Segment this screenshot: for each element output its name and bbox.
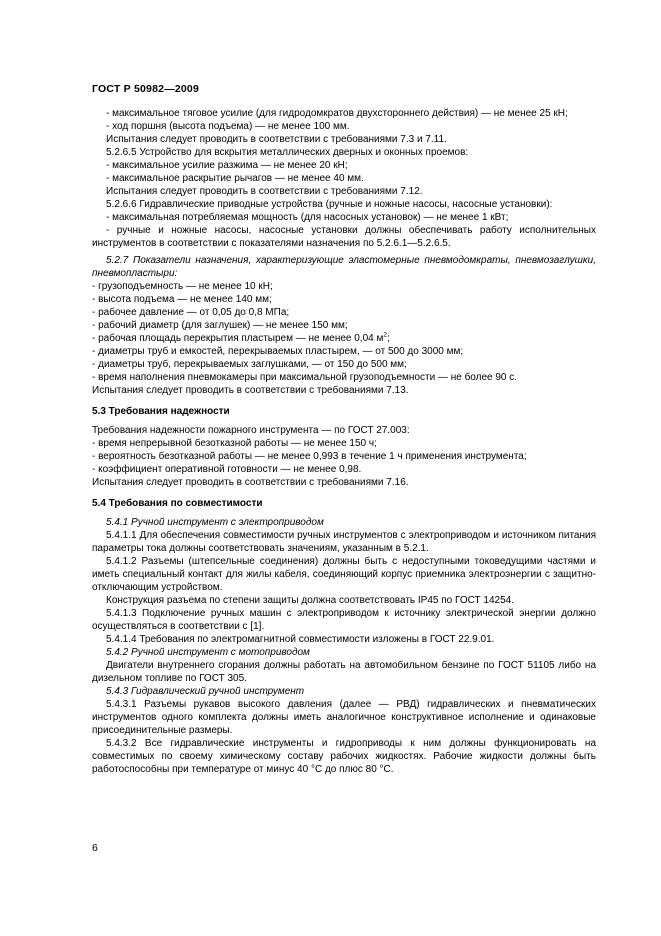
text-line: 5.4.1.4 Требования по электромагнитной совместимости изложены в ГОСТ 22.9.01. (106, 634, 495, 645)
text-line: - диаметры труб, перекрываемых заглушками, — от 150 до 500 мм; (92, 359, 407, 370)
text-paragraph: 5.4.1.2 Разъемы (штепсельные соединения) должны быть с недоступными токоведущими частями и иметь специальный контакт для жилы кабеля, соединяющий корпус приемника электроэнергии с защитно-отключающим устройством. (92, 556, 596, 593)
text-line (92, 332, 596, 345)
text-line: Требования надежности пожарного инструмента — по ГОСТ 27.003: (92, 425, 410, 436)
text-line: - диаметры труб и емкостей, перекрываемых пластырем, — от 500 до 3000 мм; (92, 346, 464, 357)
page-number: 6 (92, 842, 98, 854)
text-line: - максимальное усилие разжима — не менее 20 кН; (106, 160, 348, 171)
section-heading: 5.4 Требования по совместимости (92, 498, 263, 509)
text-line: Испытания следует проводить в соответствии с требованиями 7.3 и 7.11. (106, 134, 447, 145)
text-line-part: - рабочая площадь перекрытия пластырем — не менее 0,04 м (92, 333, 384, 344)
text-line: - максимальное тяговое усилие (для гидродомкратов двухстороннего действия) — не менее 25 кН; (106, 108, 568, 119)
subsection-heading: 5.2.7 Показатели назначения, характеризующие эластомерные пневмодомкраты, пневмозаглушки, пневмопластыри: (92, 255, 596, 279)
text-paragraph: 5.4.3.1 Разъемы рукавов высокого давления (далее — РВД) гидравлических и пневматических инструментов одного комплекта должны иметь аналогичное конструктивное исполнение и одинаковые присоединительные размеры. (92, 699, 596, 736)
text-line: - высота подъема — не менее 140 мм; (92, 294, 272, 305)
text-line-part: ; (386, 333, 390, 344)
text-line: - грузоподъемность — не менее 10 кН; (92, 281, 273, 292)
text-line: - рабочий диаметр (для заглушек) — не менее 150 мм; (92, 320, 348, 331)
section-heading: 5.3 Требования надежности (92, 406, 230, 417)
text-paragraph: 5.4.1.1 Для обеспечения совместимости ручных инструментов с электроприводом и источником питания параметры тока должны соответствовать значениям, указанным в 5.2.1. (92, 530, 596, 554)
text-line: - максимальное раскрытие рычагов — не менее 40 мм. (106, 173, 364, 184)
text-line: 5.2.6.5 Устройство для вскрытия металлических дверных и оконных проемов: (106, 147, 469, 158)
text-line: 5.2.6.6 Гидравлические приводные устройства (ручные и ножные насосы, насосные установки): (106, 199, 553, 210)
document-body (92, 107, 596, 776)
text-paragraph: - ручные и ножные насосы, насосные установки должны обеспечивать работу исполнительных инструментов в соответствии с показателями назначения по 5.2.6.1—5.2.6.5. (92, 225, 596, 249)
superscript: 2 (383, 331, 387, 339)
text-line: - время наполнения пневмокамеры при максимальной грузоподъемности — не более 90 с. (92, 372, 518, 383)
text-paragraph: Двигатели внутреннего сгорания должны работать на автомобильном бензине по ГОСТ 51105 либо на дизельном топливе по ГОСТ 305. (92, 660, 596, 684)
text-line: - ход поршня (высота подъема) — не менее 100 мм. (106, 121, 350, 132)
text-line: - время непрерывной безотказной работы — не менее 150 ч; (92, 438, 377, 449)
subsection-heading: 5.4.3 Гидравлический ручной инструмент (106, 686, 305, 697)
text-line: - коэффициент оперативной готовности — не менее 0,98. (92, 464, 362, 475)
subsection-heading: 5.4.2 Ручной инструмент с мотоприводом (106, 647, 310, 658)
text-line: Конструкция разъема по степени защиты должна соответствовать IP45 по ГОСТ 14254. (106, 595, 514, 606)
text-line: - рабочее давление — от 0,05 до 0,8 МПа; (92, 307, 290, 318)
text-line: Испытания следует проводить в соответствии с требованиями 7.13. (92, 385, 409, 396)
text-line: - максимальная потребляемая мощность (для насосных установок) — не менее 1 кВт; (106, 212, 509, 223)
text-line: - вероятность безотказной работы — не менее 0,993 в течение 1 ч применения инструмента; (92, 451, 527, 462)
subsection-heading: 5.4.1 Ручной инструмент с электроприводом (106, 517, 324, 528)
text-paragraph: 5.4.3.2 Все гидравлические инструменты и гидроприводы к ним должны функционировать на совместимых по своему химическому составу рабочих жидкостях. Рабочие жидкости должны быть работоспособны при температуре от минус 40 °С до плюс 80 °С. (92, 738, 596, 775)
text-line: Испытания следует проводить в соответствии с требованиями 7.12. (106, 186, 423, 197)
document-header: ГОСТ Р 50982—2009 (92, 83, 200, 95)
text-paragraph: 5.4.1.3 Подключение ручных машин с электроприводом к источнику электрической энергии должно осуществляться в соответствии с [1]. (92, 608, 596, 632)
text-line: Испытания следует проводить в соответствии с требованиями 7.16. (92, 477, 409, 488)
